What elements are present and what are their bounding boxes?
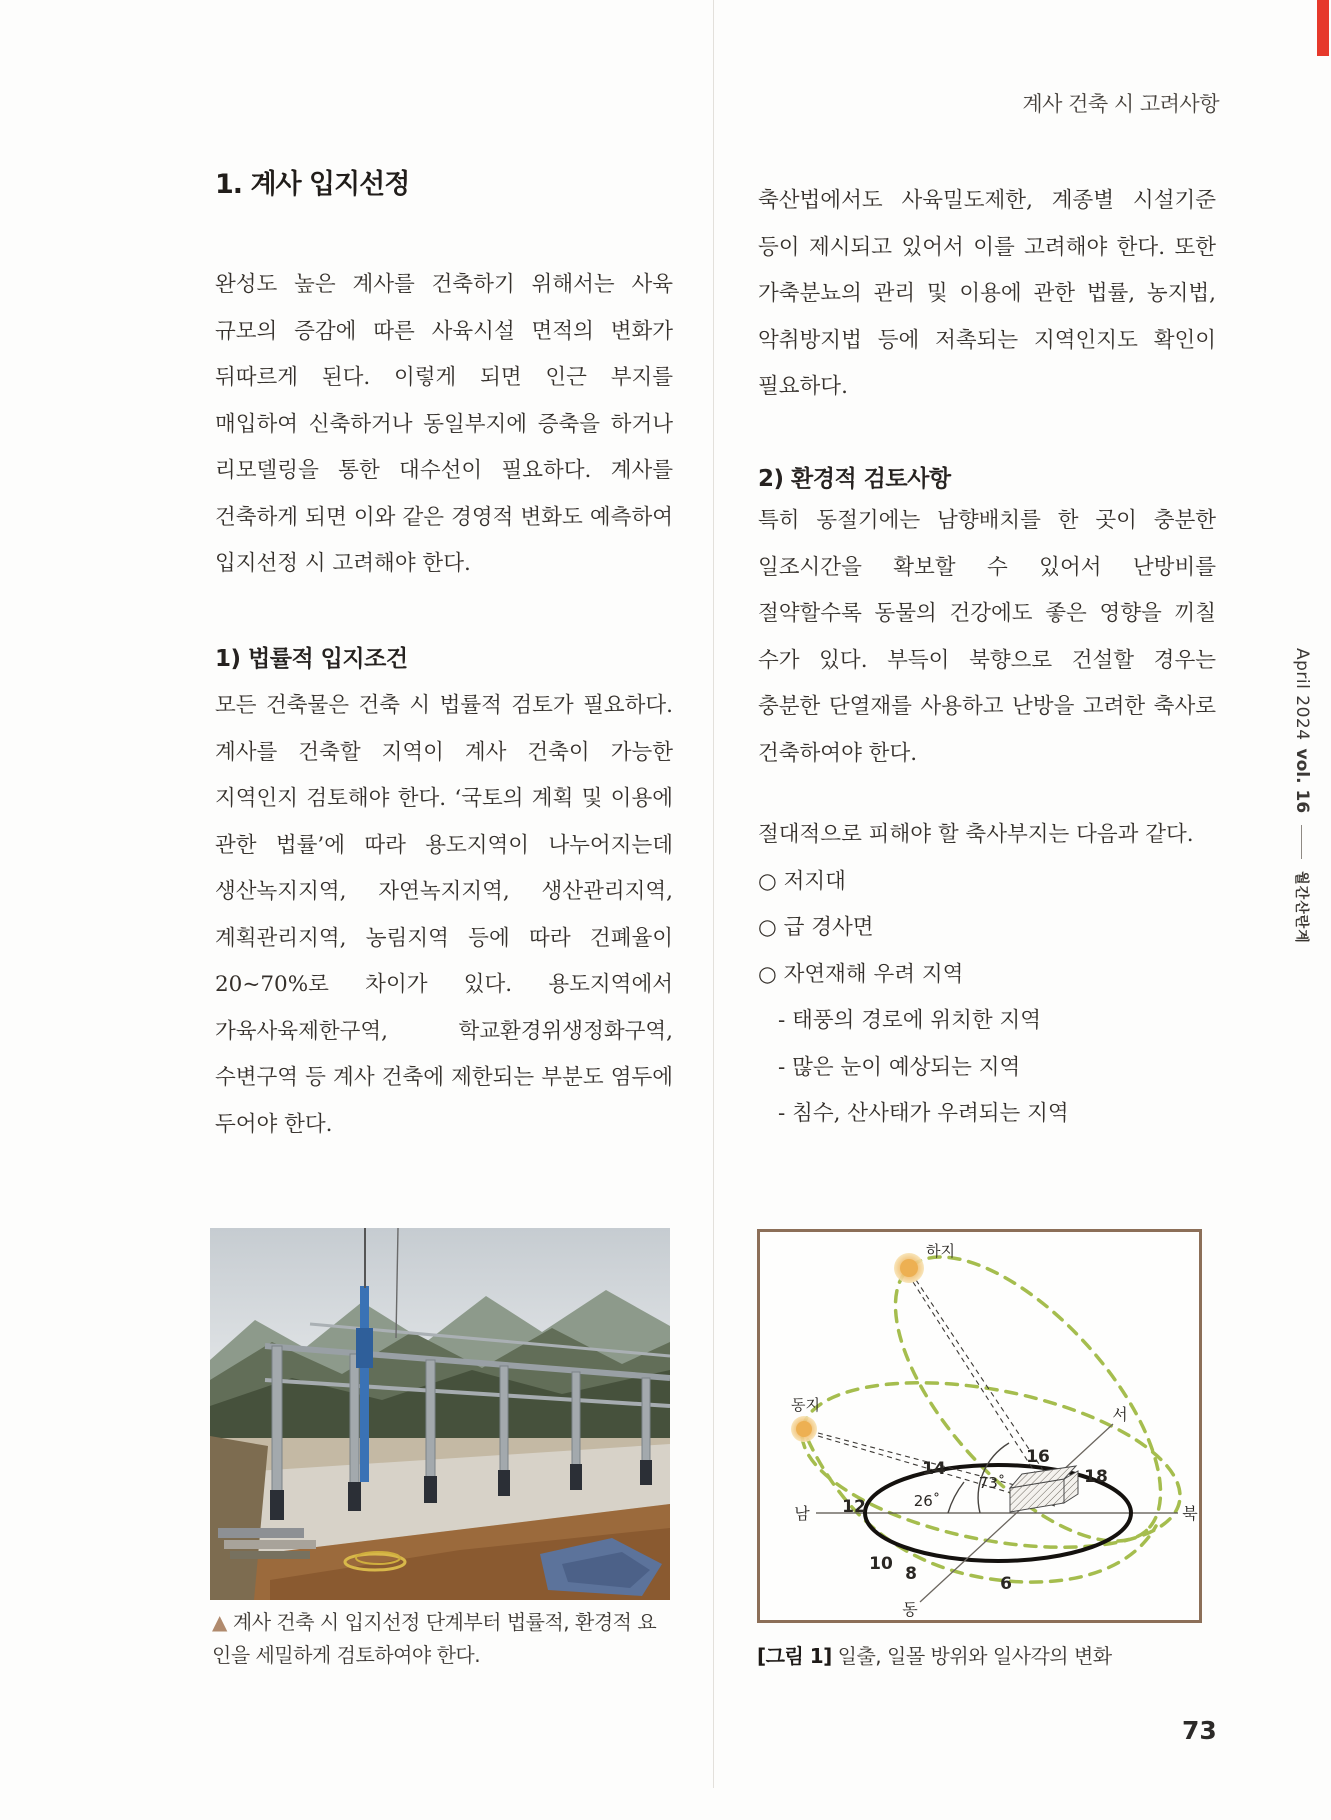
list-subitem: - 태풍의 경로에 위치한 지역 <box>778 1008 1042 1033</box>
issue-tab-marker <box>1317 0 1329 56</box>
sun-summer-icon <box>894 1253 924 1283</box>
section-title: 1. 계사 입지선정 <box>215 169 410 200</box>
subsection-title-environment: 2) 환경적 검토사항 <box>758 466 951 492</box>
photo-caption <box>212 1606 662 1672</box>
label-west: 서 <box>1112 1405 1128 1424</box>
list-subitem: - 많은 눈이 예상되는 지역 <box>778 1054 1021 1080</box>
hour-6: 6 <box>1000 1574 1012 1594</box>
running-header: 계사 건축 시 고려사항 <box>1022 92 1219 116</box>
poultry-house-icon <box>1010 1466 1078 1512</box>
label-east: 동 <box>902 1600 918 1619</box>
list-item: ○ 저지대 <box>758 868 846 894</box>
environment-paragraph: 특히 동절기에는 남향배치를 한 곳이 충분한 일조시간을 확보할 수 있어서 난방비를 절약할수록 동물의 건강에도 좋은 영향을 끼칠 수가 있다. 부득이 북향으로 건설할 경우는 충분한 단열재를 사용하고 난방을 고려한 축사로 건축하여야 한다. <box>758 508 1216 766</box>
figure-caption-label: [그림 1] <box>757 1644 832 1668</box>
list-item: ○ 급 경사면 <box>758 915 874 940</box>
construction-photo-illustration <box>210 1228 670 1600</box>
hour-12: 12 <box>842 1497 866 1517</box>
livestock-law-paragraph: 축산법에서도 사육밀도제한, 계종별 시설기준 등이 제시되고 있어서 이를 고려해야 한다. 또한 가축분뇨의 관리 및 이용에 관한 법률, 농지법, 악취방지법 등에 저촉되는 지역인지도 확인이 필요하다. <box>758 188 1216 399</box>
label-north: 북 <box>1182 1504 1198 1523</box>
sun-path-svg <box>760 1232 1199 1620</box>
hour-16: 16 <box>1026 1447 1050 1467</box>
figure-caption <box>757 1641 1215 1671</box>
label-south: 남 <box>794 1504 810 1523</box>
sun-path-arcs <box>788 1232 1199 1584</box>
issue-volume: vol. 16 <box>1292 748 1312 814</box>
horizon-group <box>816 1424 1178 1602</box>
column-divider <box>713 0 714 1788</box>
issue-date: April 2024 <box>1292 648 1312 741</box>
figure-sun-path-diagram <box>757 1229 1202 1623</box>
magazine-sidebar <box>1292 648 1312 944</box>
label-summer-solstice: 하지 <box>926 1242 955 1260</box>
construction-photo <box>210 1228 670 1600</box>
hour-18: 18 <box>1084 1467 1108 1487</box>
triangle-marker-icon: ▲ <box>212 1610 227 1634</box>
legal-paragraph: 모든 건축물은 건축 시 법률적 검토가 필요하다. 계사를 건축할 지역이 계사 건축이 가능한 지역인지 검토해야 한다. ‘국토의 계획 및 이용에 관한 법률’에 따라 용도지역이 나누어지는데 생산녹지지역, 자연녹지지역, 생산관리지역, 계획관리지역, 농림지역 등에 따라 건폐율이 20~70%로 차이가 있다. 용도지역에서 가육사육제한구역, 학교환경위생정화구역, 수변구역 등 계사 건축에 제한되는 부분도 염두에 두어야 한다. <box>215 693 673 1137</box>
magazine-name: 월간산란계 <box>1293 871 1309 944</box>
sun-winter-icon <box>791 1416 817 1442</box>
avoid-list-intro: 절대적으로 피해야 할 축사부지는 다음과 같다. <box>758 822 1194 847</box>
page-number: 73 <box>1182 1716 1217 1745</box>
label-winter-solstice: 동지 <box>791 1396 820 1414</box>
hour-14: 14 <box>922 1459 946 1479</box>
sidebar-divider <box>1301 825 1302 859</box>
hour-10: 10 <box>869 1554 893 1574</box>
list-subitem: - 침수, 산사태가 우려되는 지역 <box>778 1101 1069 1126</box>
label-angle-summer: 73˚ <box>978 1474 1006 1492</box>
photo-caption-text: 계사 건축 시 입지선정 단계부터 법률적, 환경적 요인을 세밀하게 검토하여야 한다. <box>212 1610 657 1667</box>
avoid-site-list <box>758 812 1216 1138</box>
intro-paragraph: 완성도 높은 계사를 건축하기 위해서는 사육 규모의 증감에 따른 사육시설 면적의 변화가 뒤따르게 된다. 이렇게 되면 인근 부지를 매입하여 신축하거나 동일부지에 증축을 하거나 리모델링을 통한 대수선이 필요하다. 계사를 건축하게 되면 이와 같은 경영적 변화도 예측하여 입지선정 시 고려해야 한다. <box>215 272 673 576</box>
figure-caption-text: 일출, 일몰 방위와 일사각의 변화 <box>837 1644 1112 1668</box>
subsection-title-legal: 1) 법률적 입지조건 <box>215 646 408 672</box>
hour-8: 8 <box>905 1564 917 1584</box>
label-angle-winter: 26˚ <box>913 1492 941 1510</box>
list-item: ○ 자연재해 우려 지역 <box>758 961 964 987</box>
